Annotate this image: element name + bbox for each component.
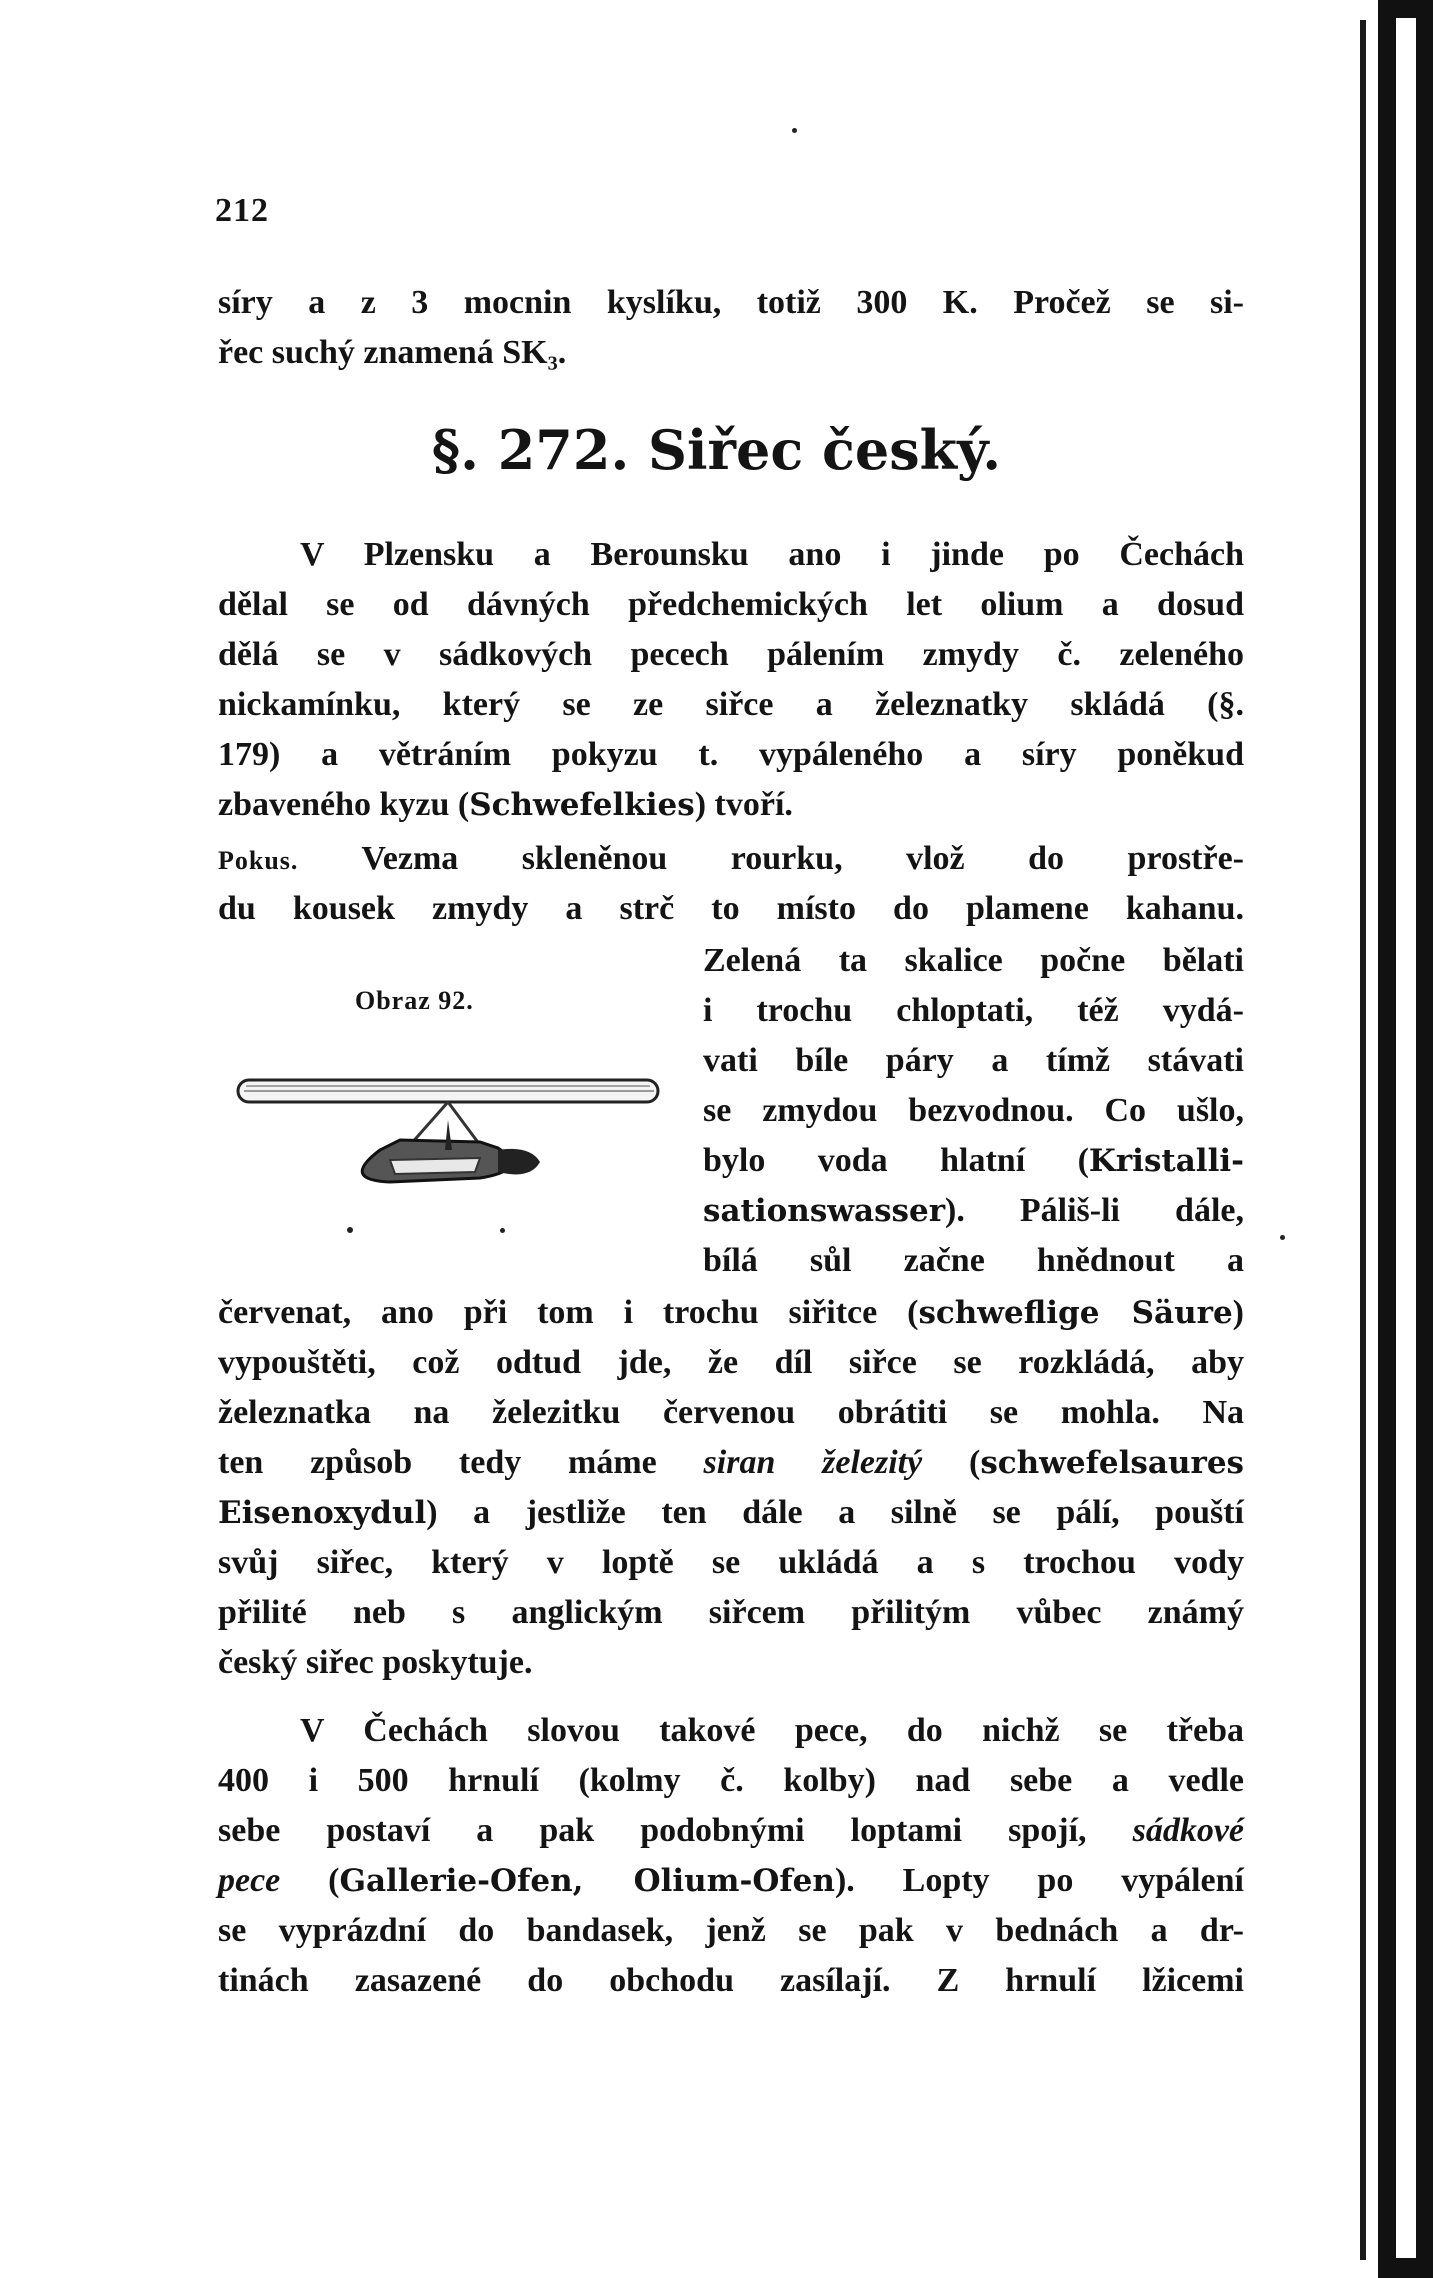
- text-line: pece (Gallerie-Ofen, Olium-Ofen). Lopty po vypálení: [218, 1862, 1245, 1899]
- section-heading: §. 272. Siřec český.: [431, 418, 1002, 482]
- text-line: i trochu chloptati, též vydá-: [703, 992, 1244, 1029]
- text-line: přilité neb s anglickým siřcem přilitým vůbec známý: [218, 1594, 1244, 1631]
- text-line: Pokus. Vezma skleněnou rourku, vlož do prostře-: [218, 840, 1244, 877]
- scan-speck: [792, 128, 797, 133]
- text-line: vati bíle páry a tímž stávati: [703, 1042, 1244, 1079]
- text-line: du kousek zmydy a strč to místo do plamene kahanu.: [218, 890, 1244, 927]
- text-line: vypouštěti, což odtud jde, že díl siřce se rozkládá, aby: [218, 1344, 1244, 1381]
- fraktur-term: Gallerie-Ofen, Olium-Ofen: [339, 1863, 835, 1899]
- text-line: 400 i 500 hrnulí (kolmy č. kolby) nad sebe a vedle: [218, 1762, 1244, 1799]
- text-line: tinách zasazené do obchodu zasílají. Z hrnulí lžicemi: [218, 1962, 1244, 1999]
- text-line: zbaveného kyzu (Schwefelkies) tvoří.: [218, 786, 793, 823]
- fraktur-term: Kristalli-: [1088, 1143, 1244, 1179]
- text-line: bílá sůl začne hnědnout a: [703, 1242, 1244, 1279]
- scan-speck: [1280, 1235, 1285, 1240]
- text-line: se zmydou bezvodnou. Co ušlo,: [703, 1092, 1244, 1129]
- text-line: řec suchý znamená SK₃.: [218, 334, 567, 371]
- italic-term: sádkové: [1132, 1812, 1245, 1849]
- text-line: ten způsob tedy máme siran železitý (schwefelsaures: [218, 1444, 1245, 1481]
- scan-border-right: [1378, 0, 1433, 2278]
- text-line: V Čechách slovou takové pece, do nichž se třeba: [300, 1712, 1244, 1749]
- figure-label: Obraz 92.: [355, 986, 474, 1015]
- page-number: 212: [215, 192, 269, 229]
- italic-term: pece: [218, 1862, 281, 1899]
- experiment-label: Pokus.: [218, 846, 299, 875]
- text-line: Zelená ta skalice počne bělati: [703, 942, 1244, 979]
- text-line: nickamínku, který se ze siřce a železnatky skládá (§.: [218, 686, 1244, 723]
- fraktur-term: sationswasser: [703, 1193, 946, 1229]
- text-line: český siřec poskytuje.: [218, 1644, 533, 1681]
- text-line: svůj siřec, který v loptě se ukládá a s trochou vody: [218, 1544, 1244, 1581]
- text-line: bylo voda hlatní (Kristalli-: [703, 1142, 1244, 1179]
- text-line: železnatka na železitku červenou obrátiti se mohla. Na: [218, 1394, 1244, 1431]
- fraktur-term: Eisenoxydul: [218, 1495, 427, 1531]
- text-line: 179) a větráním pokyzu t. vypáleného a síry poněkud: [218, 736, 1244, 773]
- fraktur-term: schweflige Säure: [918, 1295, 1233, 1331]
- text-line: červenat, ano při tom i trochu siřitce (schweflige Säure): [218, 1294, 1244, 1331]
- text-line: dělal se od dávných předchemických let olium a dosud: [218, 586, 1244, 623]
- text-line: sationswasser). Páliš-li dále,: [703, 1192, 1244, 1229]
- text-line: dělá se v sádkových pecech pálením zmydy č. zeleného: [218, 636, 1244, 673]
- text-line: V Plzensku a Berounsku ano i jinde po Čechách: [300, 536, 1244, 573]
- text-line: Eisenoxydul) a jestliže ten dále a silně se pálí, pouští: [218, 1494, 1244, 1531]
- italic-term: siran železitý: [703, 1444, 923, 1481]
- page-edge: [1360, 20, 1366, 2260]
- text-line: se vyprázdní do bandasek, jenž se pak v bednách a dr-: [218, 1912, 1244, 1949]
- fraktur-term: Schwefelkies: [469, 787, 695, 823]
- fraktur-term: schwefelsaures: [980, 1445, 1245, 1481]
- text-line: sebe postaví a pak podobnými loptami spojí, sádkové: [218, 1812, 1245, 1849]
- text-line: síry a z 3 mocnin kyslíku, totiž 300 K. Pročež se si-: [218, 284, 1244, 321]
- glass-tube-figure: [230, 1050, 670, 1250]
